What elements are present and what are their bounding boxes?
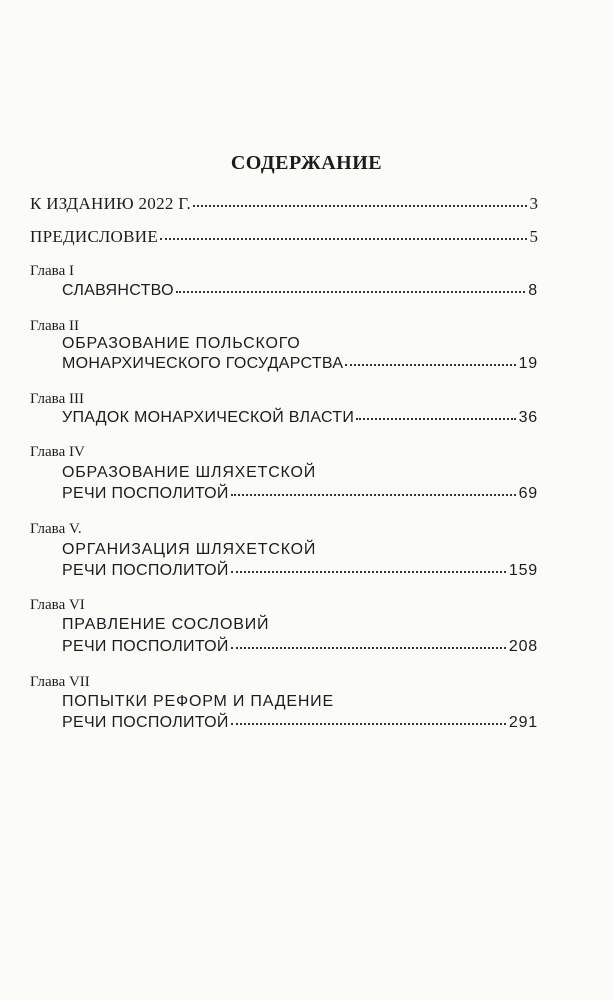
entry-title: К ИЗДАНИЮ 2022 Г. (30, 194, 192, 213)
toc-entry-chapter-1[interactable] (62, 281, 538, 301)
dot-leader (231, 569, 506, 573)
dot-leader (193, 203, 526, 207)
toc-entry-chapter-3[interactable] (62, 408, 538, 428)
dot-leader (160, 236, 526, 240)
entry-page: 8 (528, 282, 538, 299)
toc-heading: СОДЕРЖАНИЕ (230, 152, 383, 174)
chapter-label: Глава I (30, 263, 74, 279)
dot-leader (231, 645, 506, 649)
entry-page: 69 (518, 485, 538, 502)
entry-title-line: ОБРАЗОВАНИЕ ШЛЯХЕТСКОЙ (62, 464, 317, 481)
entry-title: РЕЧИ ПОСПОЛИТОЙ (62, 485, 229, 502)
dot-leader (231, 721, 506, 725)
entry-title-line: ОБРАЗОВАНИЕ ПОЛЬСКОГО (62, 335, 301, 352)
dot-leader (345, 362, 515, 366)
entry-title: РЕЧИ ПОСПОЛИТОЙ (62, 714, 229, 731)
toc-entry-chapter-2[interactable] (62, 354, 538, 374)
entry-page: 5 (529, 227, 538, 246)
toc-entry-foreword-2022[interactable] (30, 194, 538, 214)
entry-title: СЛАВЯНСТВО (62, 282, 174, 299)
chapter-label: Глава VII (30, 674, 90, 690)
entry-page: 19 (518, 355, 538, 372)
toc-entry-chapter-7[interactable] (62, 713, 538, 733)
toc-entry-chapter-4[interactable] (62, 484, 538, 504)
entry-title: ПРЕДИСЛОВИЕ (30, 227, 159, 246)
chapter-label: Глава VI (30, 597, 85, 613)
chapter-label: Глава IV (30, 444, 85, 460)
chapter-label: Глава II (30, 318, 79, 334)
entry-page: 291 (508, 714, 538, 731)
entry-title-line: ПОПЫТКИ РЕФОРМ И ПАДЕНИЕ (62, 693, 334, 710)
entry-page: 159 (508, 562, 538, 579)
entry-page: 36 (518, 409, 538, 426)
entry-title-line: ОРГАНИЗАЦИЯ ШЛЯХЕТСКОЙ (62, 541, 317, 558)
dot-leader (231, 492, 516, 496)
entry-page: 208 (508, 638, 538, 655)
chapter-label: Глава V. (30, 521, 82, 537)
entry-title-line: ПРАВЛЕНИЕ СОСЛОВИЙ (62, 616, 270, 633)
toc-entry-preface[interactable] (30, 227, 538, 247)
chapter-label: Глава III (30, 391, 84, 407)
entry-title: МОНАРХИЧЕСКОГО ГОСУДАРСТВА (62, 355, 344, 372)
entry-title: УПАДОК МОНАРХИЧЕСКОЙ ВЛАСТИ (62, 409, 355, 426)
dot-leader (356, 416, 515, 420)
entry-title: РЕЧИ ПОСПОЛИТОЙ (62, 638, 229, 655)
dot-leader (176, 289, 525, 293)
entry-page: 3 (529, 194, 538, 213)
toc-entry-chapter-6[interactable] (62, 637, 538, 657)
entry-title: РЕЧИ ПОСПОЛИТОЙ (62, 562, 229, 579)
toc-entry-chapter-5[interactable] (62, 561, 538, 581)
